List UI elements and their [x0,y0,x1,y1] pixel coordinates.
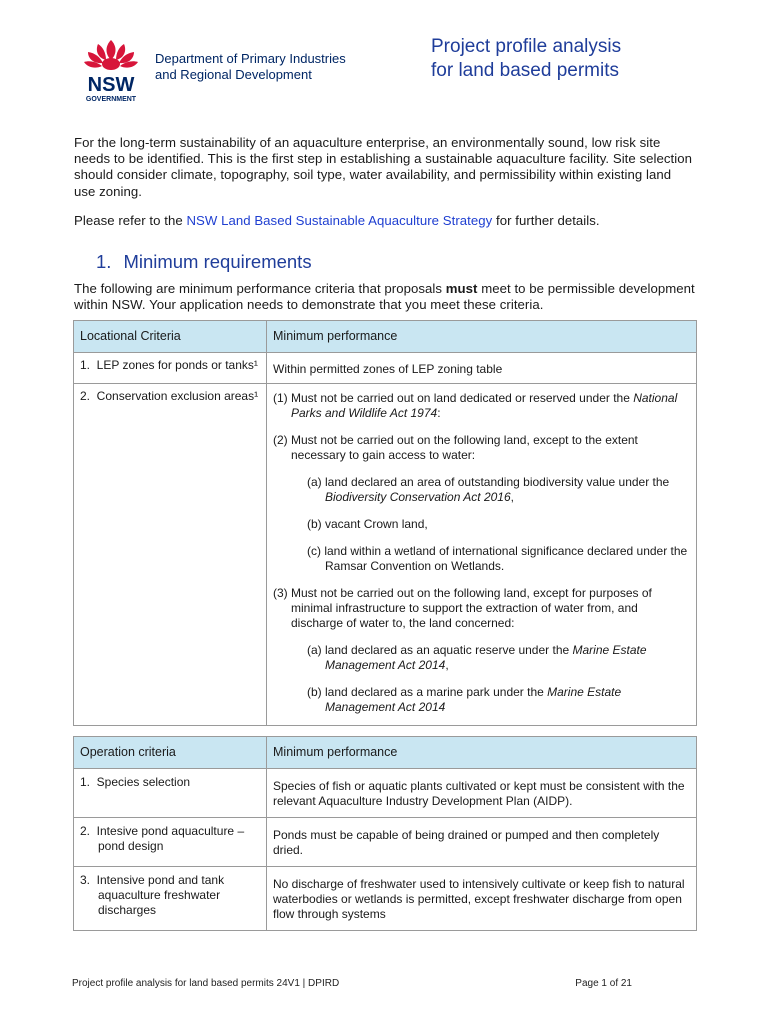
strategy-reference: Please refer to the NSW Land Based Sustainable Aquaculture Strategy for further details. [74,213,600,228]
table-row [74,384,697,726]
list-item: (b) vacant Crown land, [307,517,428,531]
strategy-link[interactable]: NSW Land Based Sustainable Aquaculture Strategy [186,213,493,228]
criteria-cell: 2. Conservation exclusion areas¹ [80,389,259,403]
nsw-government-logo [78,38,144,104]
locational-criteria-table [73,320,697,726]
section-lead-paragraph: The following are minimum performance criteria that proposals must meet to be permissible development within NSW. Your application needs to demonstrate that you meet these criteria. [74,281,695,313]
table-row [74,353,697,384]
table-header-locational-criteria: Locational Criteria [74,321,267,353]
list-item: (2) Must not be carried out on the following land, except to the extent necessary to gain access to water: [273,433,638,462]
list-item: (3) Must not be carried out on the following land, except for purposes of minimal infrastructure to support the extraction of water from, and discharge of water to, the land concerned: [273,586,652,630]
table-header-minimum-performance: Minimum performance [267,321,697,353]
table-header-minimum-performance: Minimum performance [267,737,697,769]
intro-paragraph: For the long-term sustainability of an aquaculture enterprise, an environmentally sound, low risk site needs to be identified. This is the first step in establishing a sustainable aquaculture facility. Site selection should consider climate, topography, soil type, water availability, and permissibility within existing land use zoning. [74,135,692,199]
document-title: Project profile analysis for land based permits [431,36,622,81]
department-name: Department of Primary Industries and Regional Development [155,51,346,82]
list-item: (1) Must not be carried out on land dedicated or reserved under the National Parks and Wildlife Act 1974: [273,391,678,420]
list-item: (c) land within a wetland of international significance declared under the Ramsar Convention on Wetlands. [307,544,688,573]
performance-cell: Species of fish or aquatic plants cultivated or kept must be consistent with the relevant Aquaculture Industry Development Plan (AIDP). [273,779,685,808]
criteria-cell: 2. Intesive pond aquaculture – pond design [80,824,245,853]
footer-page-number: Page 1 of 21 [575,978,632,989]
performance-cell: Within permitted zones of LEP zoning table [273,362,503,376]
performance-cell: No discharge of freshwater used to intensively cultivate or keep fish to natural waterbodies or wetlands is permitted, except freshwater discharge from open flow through systems [273,877,685,921]
table-header-operation-criteria: Operation criteria [74,737,267,769]
table-row [74,867,697,931]
footer-document-info: Project profile analysis for land based permits 24V1 | DPIRD [72,978,340,989]
criteria-cell: 1. LEP zones for ponds or tanks¹ [80,358,258,372]
performance-cell [267,384,697,726]
list-item: (a) land declared as an aquatic reserve under the Marine Estate Management Act 2014, [307,643,647,672]
svg-text:NSW: NSW [87,74,135,96]
table-row [74,769,697,818]
criteria-cell: 1. Species selection [80,775,191,789]
table-row [74,818,697,867]
svg-text:GOVERNMENT: GOVERNMENT [85,96,137,103]
performance-cell: Ponds must be capable of being drained or pumped and then completely dried. [273,828,660,857]
criteria-cell: 3. Intensive pond and tank aquaculture freshwater discharges [80,873,225,917]
operation-criteria-table [73,736,697,931]
list-item: (a) land declared an area of outstanding biodiversity value under the Biodiversity Conservation Act 2016, [307,475,670,504]
section-heading-minimum-requirements: 1. Minimum requirements [96,251,312,272]
list-item: (b) land declared as a marine park under the Marine Estate Management Act 2014 [307,685,622,714]
